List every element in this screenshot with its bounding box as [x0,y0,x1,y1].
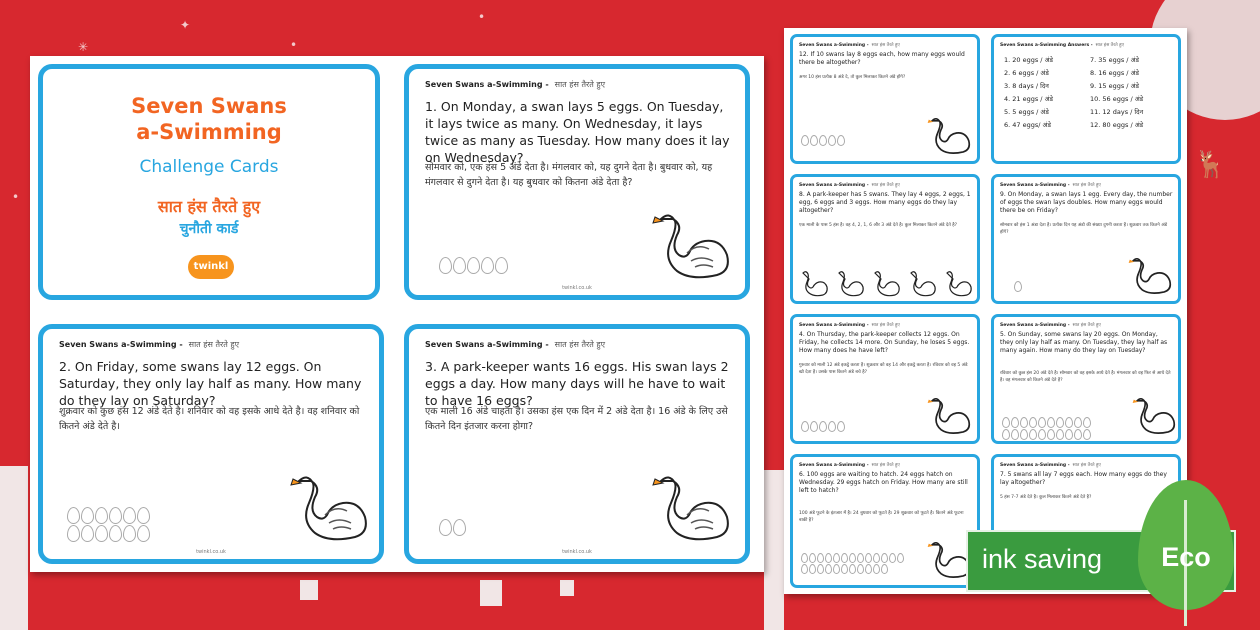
egg-group [439,519,479,537]
answer-item: 4. 21 eggs / अंडे [1004,95,1054,103]
swan-icon [921,115,971,161]
reindeer-icon: 🦌 [1194,150,1227,180]
mini-card-6 [790,454,980,588]
egg-icon [833,553,840,563]
building-silhouette [560,580,574,596]
egg-icon [825,564,832,574]
answers-card [991,34,1181,164]
egg-icon [67,525,80,542]
swan-icon [921,539,971,585]
egg-icon [109,507,122,524]
egg-icon [881,564,888,574]
egg-icon [819,421,827,432]
egg-icon [95,507,108,524]
card-footer: twinkl.co.uk [562,285,592,291]
swan-row-icon [799,269,979,301]
egg-icon [137,507,150,524]
egg-icon [841,564,848,574]
card-question: 6. 100 eggs are waiting to hatch. 24 eggs hatch on Wednesday. 29 eggs hatch on Friday. How many are still left to hatch? [799,471,968,495]
egg-icon [1065,429,1073,440]
egg-group [801,553,911,575]
card-question-hindi: एक माली के पास 5 हंस है। वह 4, 2, 1, 6 और 3 अंडे देते है। कुल मिलाकर कितने अंडे देते है? [799,223,958,228]
egg-icon [453,257,466,274]
egg-icon [1083,417,1091,428]
card-header: Seven Swans a-Swimming - सात हंस तैरते हुए [799,463,900,468]
card-question: 9. On Monday, a swan lays 1 egg. Every day, the number of eggs the swan lays doubles. How many eggs would there be on Friday? [1000,191,1173,215]
title-card [38,64,380,300]
egg-icon [1011,429,1019,440]
answer-item: 11. 12 days / दिन [1090,108,1144,116]
card-question-hindi: रविवार को कुछ हंस 20 अंडे देते है। सोमवार को वह इसके आधे देते है। मंगलवार को वह फिर से आधे देते है। वह मंगलवार को कितने अंडे देते है? [1000,371,1171,383]
egg-icon [109,525,122,542]
egg-icon [439,519,452,536]
card-question-hindi: गुरुवार को माली 12 अंडे इकट्ठे करता है। शुक्रवार को वह 14 और इकट्ठे करता है। रविवार को वह 5 अंडे खो देता है। उसके पास कितने अंडे बचे है? [799,363,968,375]
egg-icon [849,564,856,574]
egg-icon [1038,417,1046,428]
card-question: 1. On Monday, a swan lays 5 eggs. On Tuesday, it lays twice as many. On Wednesday, it lays twice as many as Tuesday. How many does it lay on Wednesday? [425,99,730,165]
card-question-hindi: सोमवार को, एक हंस 5 अंडे देता है। मंगलवार को, यह दुगने देता है। बुधवार को, यह मंगलवार से दुगने देता है। यह बुधवार को कितना अंडे देता है? [425,162,713,188]
card-question: 2. On Friday, some swans lay 12 eggs. On Saturday, they only lay half as many. How many do they lay on Saturday? [59,359,362,408]
egg-icon [1011,417,1019,428]
answer-item: 10. 56 eggs / अंडे [1090,95,1144,103]
swan-icon [641,209,731,291]
swan-icon [1122,255,1172,301]
egg-icon [1020,429,1028,440]
egg-icon [1029,417,1037,428]
egg-icon [1020,417,1028,428]
snowflake-icon: • [478,10,486,24]
answer-item: 1. 20 eggs / अंडे [1004,56,1054,64]
answers-header: Seven Swans a-Swimming Answers - सात हंस तैरते हुए [1000,43,1124,48]
egg-icon [1074,417,1082,428]
egg-icon [1056,417,1064,428]
building-silhouette [480,580,502,606]
card-header: Seven Swans a-Swimming - सात हंस तैरते हुए [1000,323,1101,328]
egg-icon [857,553,864,563]
answers-list [1004,55,1170,129]
card-question-hindi: एक माली 16 अंडे चाहता है। उसका हंस एक दिन में 2 अंडे देता है। 16 अंडे के लिए उसे कितने दिन इंतजार करना होगा? [425,406,728,432]
egg-icon [897,553,904,563]
egg-icon [95,525,108,542]
ink-saving-label: ink saving [982,544,1103,574]
egg-icon [841,553,848,563]
egg-icon [889,553,896,563]
mini-card-9 [991,174,1181,304]
answer-item: 3. 8 days / दिन [1004,82,1049,90]
egg-icon [1014,281,1022,292]
egg-group [801,135,881,147]
card-header: Seven Swans a-Swimming - सात हंस तैरते हुए [1000,463,1101,468]
card-question-hindi: अगर 10 हंस प्रत्येक 8 अंडे दे, तो कुल मिलाकर कितने अंडे होंगे? [799,75,906,80]
building-silhouette [300,580,318,600]
egg-icon [865,564,872,574]
answer-item: 2. 6 eggs / अंडे [1004,69,1049,77]
egg-icon [809,553,816,563]
egg-icon [453,519,466,536]
egg-icon [801,564,808,574]
egg-icon [481,257,494,274]
egg-icon [801,553,808,563]
card-header: Seven Swans a-Swimming - सात हंस तैरते हुए [799,183,900,188]
egg-icon [1029,429,1037,440]
card-question-hindi: सोमवार को हंस 1 अंडा देता है। प्रत्येक दिन यह अंडो की संख्या दुगनी करता है। शुक्रवार तक कितने अंडे होंगे? [1000,223,1168,235]
card-header: Seven Swans a-Swimming - सात हंस तैरते हुए [425,80,606,89]
egg-icon [865,553,872,563]
snowflake-icon: ✳ [78,40,89,54]
card-question: 8. A park-keeper has 5 swans. They lay 4 eggs, 2 eggs, 1 egg, 6 eggs and 3 eggs. How many eggs do they lay altogether? [799,191,971,215]
egg-icon [1065,417,1073,428]
egg-group [1014,281,1034,293]
egg-group [439,257,529,275]
egg-icon [123,525,136,542]
challenge-card-2 [38,324,384,564]
card-header: Seven Swans a-Swimming - सात हंस तैरते हुए [1000,183,1101,188]
mini-card-8 [790,174,980,304]
egg-group [67,507,157,543]
egg-icon [123,507,136,524]
egg-group [801,421,861,433]
egg-icon [801,135,809,146]
egg-icon [1074,429,1082,440]
title-text: Seven Swans a-Swimming [131,94,287,145]
answer-item: 5. 5 eggs / अंडे [1004,108,1049,116]
egg-icon [817,553,824,563]
card-header: Seven Swans a-Swimming - सात हंस तैरते हुए [799,323,900,328]
egg-icon [837,421,845,432]
card-question-hindi: 100 अंडे फूटने के इंतजार में है। 24 बुधवार को फूटते है। 29 शुक्रवार को फूटते है। कितने अंडे फूटना बाकी है? [799,511,964,523]
egg-icon [817,564,824,574]
mini-card-4 [790,314,980,444]
egg-icon [857,564,864,574]
egg-icon [1056,429,1064,440]
egg-icon [837,135,845,146]
answer-item: 6. 47 eggs/ अंडे [1004,121,1051,129]
egg-icon [1047,417,1055,428]
snowflake-icon: • [290,38,298,52]
egg-icon [801,421,809,432]
hindi-title: सात हंस तैरते हुए [157,197,261,216]
egg-icon [828,421,836,432]
twinkl-logo: twinkl [188,255,234,279]
answer-item: 8. 16 eggs / अंडे [1090,69,1140,77]
challenge-card-1 [404,64,750,300]
egg-icon [809,564,816,574]
card-question: 5. On Sunday, some swans lay 20 eggs. On Monday, they only lay half as many. On Tuesday, they lay half as many again. How many do they lay on Tuesday? [1000,331,1168,355]
egg-icon [467,257,480,274]
card-header: Seven Swans a-Swimming - सात हंस तैरते हुए [59,340,240,349]
swan-icon [641,471,731,553]
card-header: Seven Swans a-Swimming - सात हंस तैरते हुए [425,340,606,349]
mini-card-12 [790,34,980,164]
egg-icon [828,135,836,146]
egg-icon [495,257,508,274]
hindi-subtitle: चुनौती कार्ड [179,221,239,237]
egg-icon [873,564,880,574]
egg-icon [1083,429,1091,440]
answer-item: 9. 15 eggs / अंडे [1090,82,1140,90]
card-footer: twinkl.co.uk [196,549,226,555]
egg-icon [1002,417,1010,428]
card-question: 3. A park-keeper wants 16 eggs. His swan lays 2 eggs a day. How many days will he have to wait to have 16 eggs? [425,359,729,408]
swan-icon [921,395,971,441]
swan-icon [1126,395,1176,441]
egg-icon [1002,429,1010,440]
swan-icon [279,471,369,553]
answer-item: 7. 35 eggs / अंडे [1090,56,1140,64]
card-question-hindi: शुक्रवार को कुछ हंस 12 अंडे देते है। शनिवार को वह इसके आधे देते है। वह शनिवार को कितने अंडे देते है। [59,406,360,432]
mini-card-5 [991,314,1181,444]
snowflake-icon: ✦ [180,18,191,32]
mini-cards-sheet [784,28,1187,594]
card-header: Seven Swans a-Swimming - सात हंस तैरते हुए [799,43,900,48]
building-silhouette [764,470,784,630]
egg-icon [881,553,888,563]
egg-icon [819,135,827,146]
egg-icon [137,525,150,542]
card-question: 7. 5 swans all lay 7 eggs each. How many eggs do they lay altogether? [1000,471,1167,487]
subtitle-text: Challenge Cards [139,157,279,177]
egg-icon [825,553,832,563]
card-question: 4. On Thursday, the park-keeper collects 12 eggs. On Friday, he collects 14 more. On Sunday, he loses 5 eggs. How many does he have left? [799,331,970,355]
card-question-hindi: 5 हंस 7-7 अंडे देते है। कुल मिलाकर कितने अंडे देते है? [1000,495,1092,500]
challenge-card-3 [404,324,750,564]
egg-icon [439,257,452,274]
snowflake-icon: • [12,190,20,204]
egg-icon [810,421,818,432]
card-question: 12. If 10 swans lay 8 eggs each, how many eggs would there be altogether? [799,51,965,67]
egg-icon [810,135,818,146]
egg-icon [81,507,94,524]
egg-icon [81,525,94,542]
egg-icon [1047,429,1055,440]
egg-group [1002,417,1098,441]
egg-icon [1038,429,1046,440]
egg-icon [873,553,880,563]
card-footer: twinkl.co.uk [562,549,592,555]
building-silhouette [0,466,28,630]
egg-icon [849,553,856,563]
eco-label: Eco [1161,542,1211,572]
challenge-cards-sheet [30,56,764,572]
egg-icon [833,564,840,574]
answer-item: 12. 80 eggs / अंडे [1090,121,1144,129]
egg-icon [67,507,80,524]
